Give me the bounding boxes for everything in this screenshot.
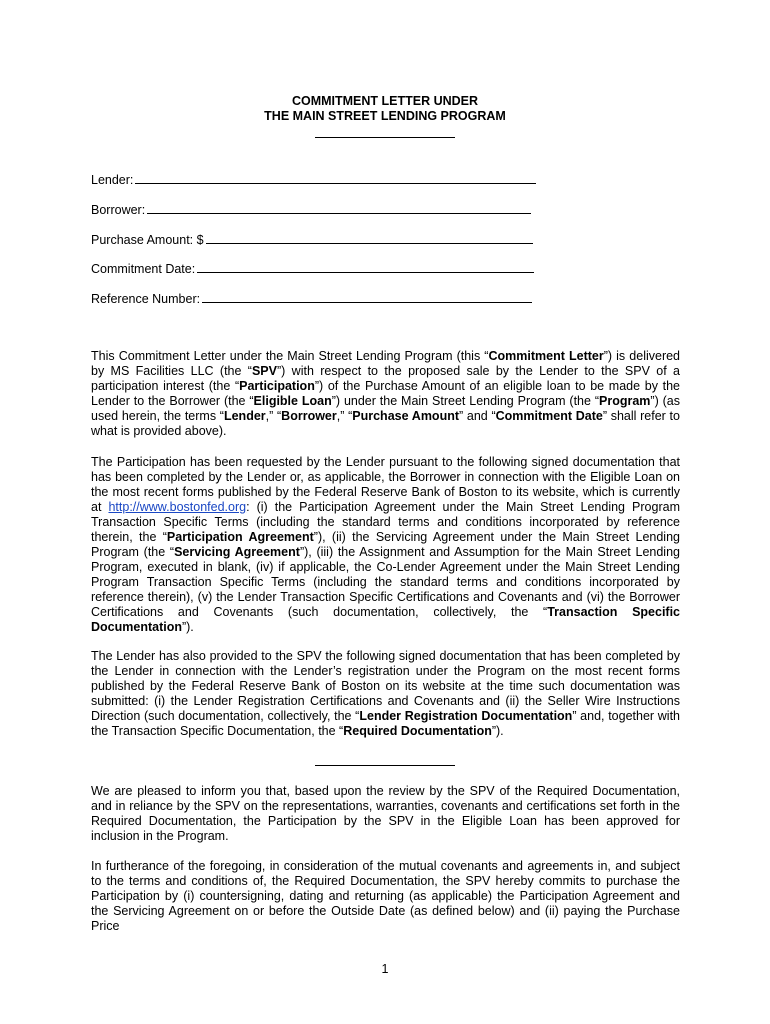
paragraph-participation-request: The Participation has been requested by the Lender pursuant to the following signed documentation that has been completed by the Lender or, as applicable, the Borrower in connection with the Eligible Loan on the most recent forms published by the Federal Reserve Bank of Boston to its website, which is currently at http://www.bostonfed.org: (i) the Participation Agreement under the Main Street Lending Program Transaction Specific Terms (including the standard terms and conditions incorporated by reference therein, the “Participation Agreement”), (ii) the Servicing Agreement under the Main Street Lending Program (the “Servicing Agreement”), (iii) the Assignment and Assumption for the Main Street Lending Program, executed in blank, (iv) if applicable, the Co-Lender Agreement under the Main Street Lending Program Transaction Specific Terms (including the standard terms and conditions incorporated by reference therein), (v) the Lender Transaction Specific Certifications and Covenants and (vi) the Borrower Certifications and Covenants (such documentation, collectively, the “Transaction Specific Documentation”). — [91, 455, 680, 634]
lender-label: Lender: — [91, 173, 134, 187]
purchase-amount-field[interactable] — [91, 231, 533, 248]
commitment-date-label: Commitment Date: — [91, 262, 196, 276]
lender-blank-line[interactable] — [135, 171, 536, 184]
paragraph-commitment-terms: In furtherance of the foregoing, in consideration of the mutual covenants and agreements in, and subject to the terms and conditions of, the Required Documentation, the SPV hereby commits to purchase the Participation by (i) countersigning, dating and returning (as applicable) the Participation Agreement and the Servicing Agreement on or before the Outside Date (as defined below) and (ii) paying the Purchase Price — [91, 859, 680, 933]
page-number: 1 — [381, 962, 389, 976]
title-divider — [315, 137, 455, 138]
title-line-1: COMMITMENT LETTER UNDER — [291, 94, 479, 108]
reference-number-label: Reference Number: — [91, 292, 201, 306]
lender-field[interactable] — [91, 171, 536, 188]
purchase-amount-blank-line[interactable] — [206, 231, 533, 244]
borrower-blank-line[interactable] — [147, 201, 531, 214]
purchase-amount-label: Purchase Amount: $ — [91, 233, 204, 247]
paragraph-lender-registration: The Lender has also provided to the SPV the following signed documentation that has been completed by the Lender in connection with the Lender’s registration under the Program on the most recent forms published by the Federal Reserve Bank of Boston on its website at the time such documentation was submitted: (i) the Lender Registration Certifications and Covenants and (ii) the Seller Wire Instructions Direction (such documentation, collectively, the “Lender Registration Documentation” and, together with the Transaction Specific Documentation, the “Required Documentation”). — [91, 649, 680, 738]
reference-number-blank-line[interactable] — [202, 290, 532, 303]
bostonfed-link[interactable]: http://www.bostonfed.org — [108, 500, 247, 514]
borrower-label: Borrower: — [91, 203, 146, 217]
borrower-field[interactable] — [91, 201, 531, 218]
paragraph-approval: We are pleased to inform you that, based upon the review by the SPV of the Required Documentation, and in reliance by the SPV on the representations, warranties, covenants and certifications set forth in the Required Documentation, the Participation by the SPV in the Eligible Loan has been approved for inclusion in the Program. — [91, 784, 680, 843]
reference-number-field[interactable] — [91, 290, 532, 307]
paragraph-commitment-letter: This Commitment Letter under the Main Street Lending Program (this “Commitment Letter”) is delivered by MS Facilities LLC (the “SPV”) with respect to the proposed sale by the Lender to the SPV of a participation interest (the “Participation”) of the Purchase Amount of an eligible loan to be made by the Lender to the Borrower (the “Eligible Loan”) under the Main Street Lending Program (the “Program”) (as used herein, the terms “Lender,” “Borrower,” “Purchase Amount” and “Commitment Date” shall refer to what is provided above). — [91, 349, 681, 438]
commitment-date-blank-line[interactable] — [197, 260, 534, 273]
title-line-2: THE MAIN STREET LENDING PROGRAM — [264, 109, 506, 123]
commitment-date-field[interactable] — [91, 260, 534, 277]
section-divider — [315, 765, 455, 766]
